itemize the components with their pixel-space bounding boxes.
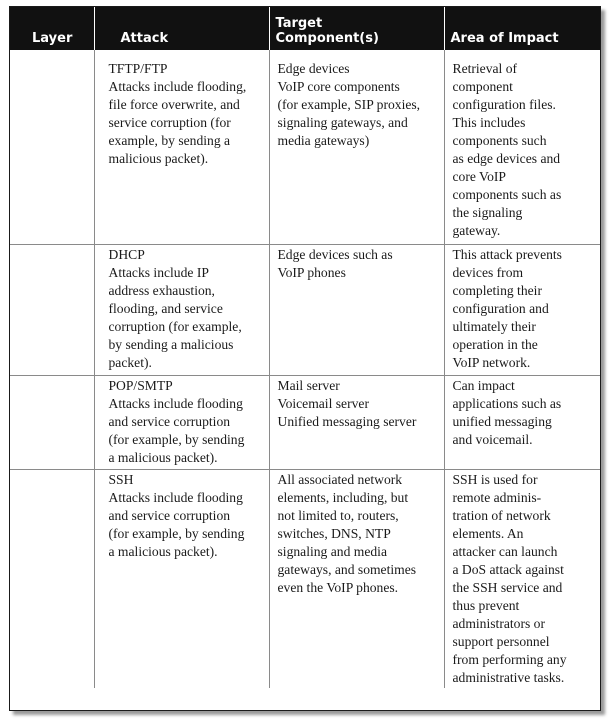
cell-target-components <box>269 50 444 244</box>
protocol-name: SSH <box>108 471 134 487</box>
attack-description: Attacks include IP address exhaustion, flooding, and service corruption (for example, by sending a malicious packet). <box>108 264 242 370</box>
attack-description: Attacks include flooding and service corruption (for example, by sending a malicious packet). <box>108 395 245 465</box>
table-frame <box>9 6 601 711</box>
area-of-impact-text: Can impact applications such as unified messaging and voicemail. <box>452 377 562 447</box>
area-of-impact-text: This attack prevents devices from completing their configuration and ultimately their operation in the VoIP network. <box>452 246 562 370</box>
protocol-name: POP/SMTP <box>108 377 173 393</box>
cell-layer <box>10 244 94 375</box>
cell-attack <box>94 469 269 688</box>
target-components-text: Edge devices VoIP core components (for example, SIP proxies, signaling gateways, and media gateways) <box>277 61 421 148</box>
attack-description: Attacks include flooding and service corruption (for example, by sending a malicious packet). <box>108 489 245 559</box>
cell-attack <box>94 244 269 375</box>
cell-area-of-impact <box>444 244 600 375</box>
area-of-impact-text: Retrieval of component configuration files. This includes components such as edge devices and core VoIP components such as the signaling gateway. <box>452 61 562 238</box>
table-row <box>10 50 600 244</box>
table-row <box>10 244 600 375</box>
target-components-text: Mail server Voicemail server Unified messaging server <box>277 377 417 429</box>
cell-target-components <box>269 375 444 469</box>
attack-table <box>10 7 600 688</box>
table-header-row <box>10 7 600 50</box>
cell-attack <box>94 375 269 469</box>
cell-layer <box>10 50 94 244</box>
cell-area-of-impact <box>444 375 600 469</box>
cell-target-components <box>269 469 444 688</box>
table-row <box>10 375 600 469</box>
target-components-text: Edge devices such as VoIP phones <box>277 246 393 280</box>
header-target-components: Target Component(s) <box>269 7 444 50</box>
protocol-name: DHCP <box>108 246 145 262</box>
area-of-impact-text: SSH is used for remote adminis- tration of network elements. An attacker can launch a DoS attack against the SSH service and thus prevent administrators or support personnel from performing any administrative tasks. <box>452 471 567 685</box>
cell-area-of-impact <box>444 50 600 244</box>
cell-area-of-impact <box>444 469 600 688</box>
table-row <box>10 469 600 688</box>
header-attack: Attack <box>94 7 269 50</box>
cell-layer <box>10 375 94 469</box>
header-layer: Layer <box>10 7 94 50</box>
target-components-text: All associated network elements, including, but not limited to, routers, switches, DNS, NTP signaling and media gateways, and sometimes even the VoIP phones. <box>277 471 417 595</box>
cell-attack <box>94 50 269 244</box>
protocol-name: TFTP/FTP <box>108 61 168 76</box>
cell-target-components <box>269 244 444 375</box>
attack-description: Attacks include flooding, file force overwrite, and service corruption (for example, by sending a malicious packet). <box>108 79 247 166</box>
header-area-of-impact: Area of Impact <box>444 7 600 50</box>
cell-layer <box>10 469 94 688</box>
